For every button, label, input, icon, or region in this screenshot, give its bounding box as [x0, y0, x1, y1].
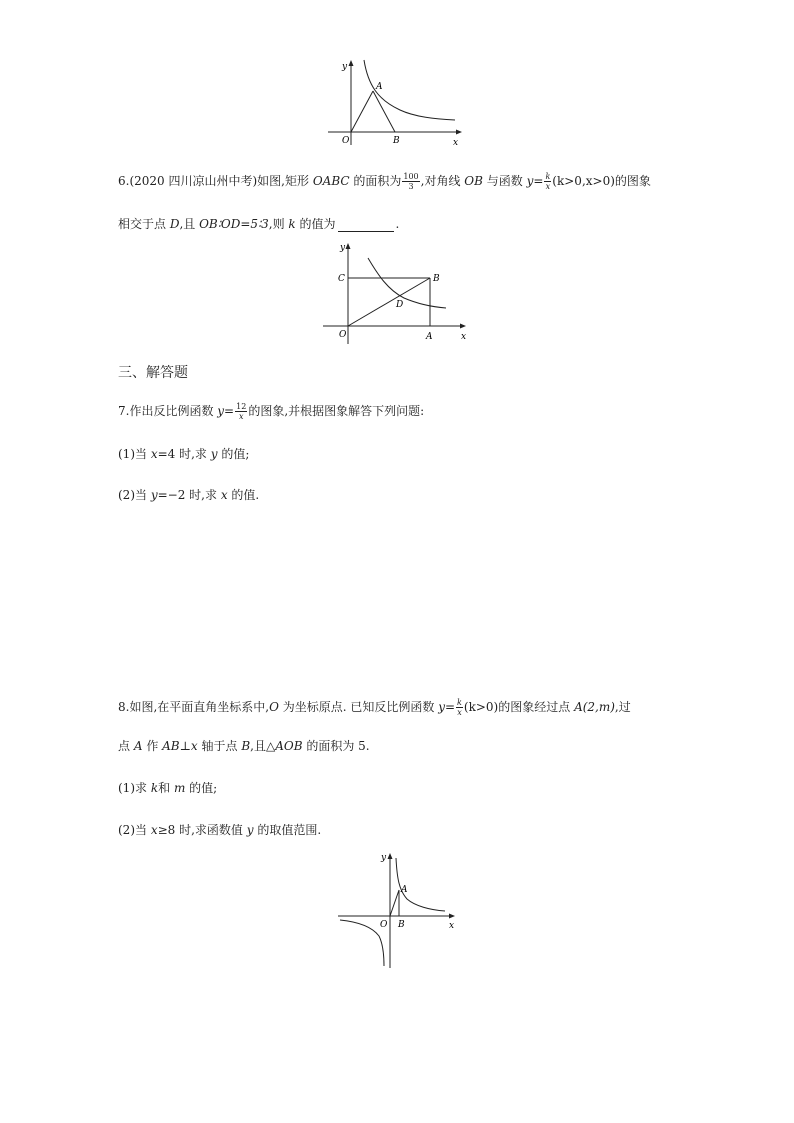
q6-line2-c: ,则 [268, 217, 289, 231]
q6-text-1: 如图,矩形 [257, 174, 313, 188]
q6-answer-blank[interactable] [338, 219, 394, 232]
q6-func-den: x [545, 182, 551, 191]
q7-p1-a: (1)当 [118, 447, 151, 461]
q6-func-y: y= [526, 174, 544, 188]
q7-func-fraction [235, 402, 247, 421]
figure-3 [335, 848, 465, 970]
q6-area-fraction [402, 172, 419, 191]
label-B: B [433, 274, 440, 284]
q8-func-den: x [457, 708, 462, 717]
label-O: O [380, 920, 388, 930]
q6-func-fraction [544, 172, 551, 191]
q6-ratio: OB∶OD=5∶3 [199, 217, 269, 231]
label-y: y [381, 853, 387, 863]
q8-func-y: y= [438, 700, 456, 714]
q6-text-2: 的面积为 [349, 174, 402, 188]
q7-p2-c: x [220, 488, 228, 502]
q6-func-num: k [545, 172, 551, 181]
q7-line-1 [118, 402, 424, 421]
q6-point-D: D [169, 217, 180, 231]
x-axis-arrow [449, 914, 455, 919]
q6-line-1 [118, 172, 651, 191]
q8-line-1 [118, 698, 631, 717]
q6-line2-end: . [395, 217, 400, 231]
q6-line-2 [118, 216, 399, 232]
q7-func-num: 12 [236, 402, 247, 411]
q7-p2-b: =−2 时,求 [157, 488, 221, 502]
label-y: y [340, 243, 346, 253]
y-axis-arrow [388, 853, 393, 859]
q7-p1-var: x [150, 447, 158, 461]
label-O: O [342, 136, 350, 146]
label-B: B [398, 920, 405, 930]
q8-l2-AOB: AOB [275, 739, 303, 753]
q6-line2-b: ,且 [179, 217, 200, 231]
q8-func-fraction [456, 698, 463, 717]
q8-l2-AB: AB [162, 739, 180, 753]
q8-text-2: 为坐标原点. 已知反比例函数 [278, 700, 439, 714]
q7-text-1: 作出反比例函数 [129, 404, 218, 418]
q6-number: 6. [118, 174, 130, 188]
q7-part-1 [118, 446, 249, 462]
q8-p1-m: m [173, 781, 186, 795]
q8-l2-e: ,且△ [250, 739, 276, 753]
q6-area-num: 100 [403, 172, 419, 181]
y-axis-arrow [349, 60, 354, 66]
x-axis-arrow [456, 130, 462, 135]
q8-line-2 [118, 738, 370, 754]
q8-p2-c: 的取值范围. [253, 823, 322, 837]
q8-l2-f: 的面积为 5. [302, 739, 370, 753]
label-D: D [396, 300, 404, 310]
q8-point-A: A(2,m) [574, 700, 615, 714]
q7-p2-d: 的值. [227, 488, 260, 502]
segment-AB [373, 91, 395, 132]
q8-l2-A: A [133, 739, 143, 753]
y-axis-arrow [346, 243, 351, 249]
q8-l2-a: 点 [118, 739, 134, 753]
q8-func-num: k [457, 698, 462, 707]
q8-l2-c: ⊥ [179, 739, 191, 753]
q7-p2-var: y [150, 488, 158, 502]
q8-p1-c: 的值; [185, 781, 218, 795]
label-A: A [426, 332, 433, 342]
figure-2 [318, 240, 474, 348]
q6-line2-d: 的值为 [295, 217, 336, 231]
q7-func-den: x [238, 412, 244, 421]
q8-part-2 [118, 822, 321, 838]
q8-l2-d: 轴于点 [197, 739, 242, 753]
label-C: C [338, 274, 345, 284]
q7-p1-c: y [210, 447, 218, 461]
q8-part-1 [118, 780, 217, 796]
label-x: x [461, 332, 467, 342]
q8-text-1: 如图,在平面直角坐标系中, [129, 700, 270, 714]
hyperbola-branch-2 [340, 920, 384, 966]
figure-1 [320, 55, 470, 150]
label-y: y [342, 62, 348, 72]
q7-text-2: 的图象,并根据图象解答下列问题: [248, 404, 425, 418]
q7-p1-d: 的值; [217, 447, 250, 461]
q8-p2-b: ≥8 时,求函数值 [157, 823, 247, 837]
label-O: O [339, 330, 347, 340]
q8-p2-y: y [246, 823, 254, 837]
q6-area-den: 3 [408, 182, 414, 191]
q8-number: 8. [118, 700, 130, 714]
label-A: A [401, 885, 408, 895]
q8-O: O [269, 700, 279, 714]
q6-source: (2020 四川凉山州中考) [129, 174, 258, 188]
q8-p2-a: (2)当 [118, 823, 151, 837]
q8-p1-b: 和 [158, 781, 174, 795]
section-heading: 三、解答题 [118, 365, 188, 381]
x-axis-arrow [460, 324, 466, 329]
q6-line2-a: 相交于点 [118, 217, 170, 231]
q6-cond: (k>0,x>0) [552, 174, 615, 188]
label-x: x [449, 921, 455, 931]
q8-p1-a: (1)求 [118, 781, 151, 795]
q7-p2-a: (2)当 [118, 488, 151, 502]
q6-rect: OABC [312, 174, 350, 188]
q7-part-2 [118, 487, 259, 503]
q6-text-3: ,对角线 [420, 174, 465, 188]
q8-p2-x: x [150, 823, 158, 837]
q6-text-4: 与函数 [482, 174, 527, 188]
q7-number: 7. [118, 404, 130, 418]
label-B: B [393, 136, 400, 146]
q8-l2-B: B [241, 739, 251, 753]
q7-p1-b: =4 时,求 [157, 447, 211, 461]
q8-cond: (k>0) [463, 700, 499, 714]
q6-text-5: 的图象 [614, 174, 651, 188]
label-A: A [376, 82, 383, 92]
q6-diag: OB [464, 174, 483, 188]
diagonal-OB [348, 278, 430, 326]
q7-func-y: y= [217, 404, 235, 418]
q8-l2-x: x [190, 739, 198, 753]
label-x: x [453, 138, 459, 148]
segment-OA [351, 91, 373, 132]
q8-l2-b: 作 [142, 739, 163, 753]
q8-p1-k: k [150, 781, 159, 795]
q6-k: k [288, 217, 296, 231]
q8-text-3: 的图象经过点 [498, 700, 575, 714]
segment-OA [390, 890, 399, 916]
q8-text-4: ,过 [614, 700, 631, 714]
